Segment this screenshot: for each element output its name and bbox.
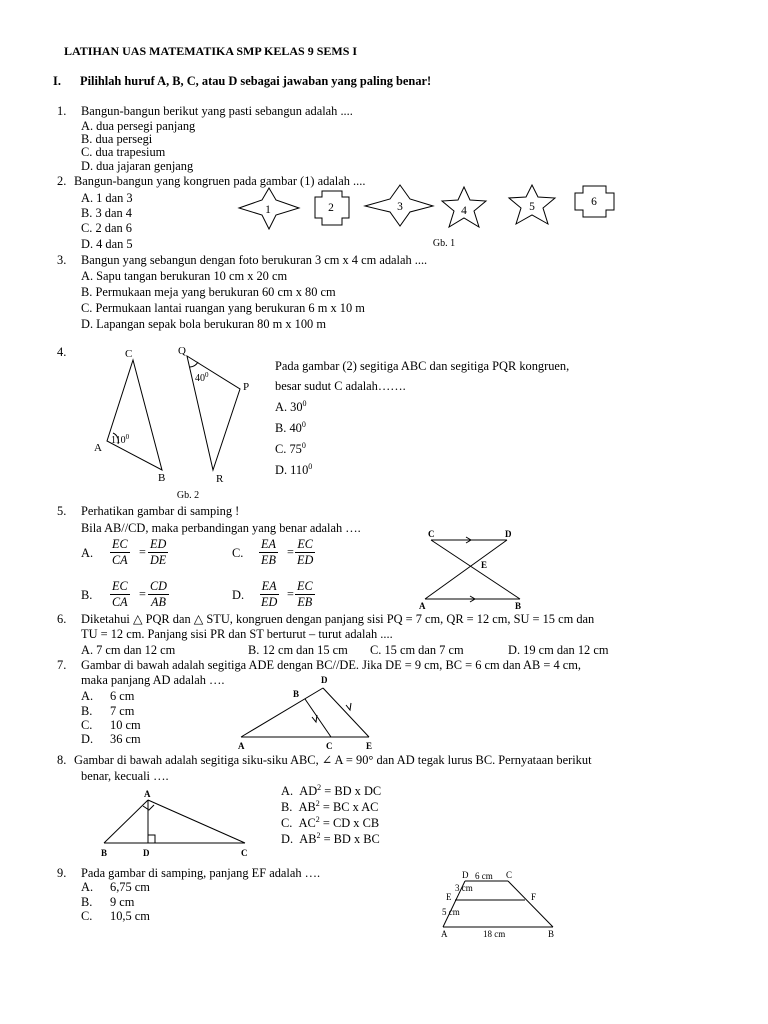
figure-2-caption: Gb. 2 <box>176 490 200 501</box>
label-c: C <box>125 348 133 360</box>
figure-1-caption: Gb. 1 <box>432 238 456 249</box>
label-b: B <box>293 689 300 699</box>
q8-option-a: A. $AD^2$ = BD x DC <box>281 782 382 798</box>
label-b: B <box>515 601 522 611</box>
label-b: B <box>548 929 555 939</box>
label-c: C <box>506 870 513 880</box>
q1-option-c: C. dua trapesium <box>81 145 166 159</box>
q8-option-d: D. $AB^2$ = BD x BC <box>281 830 380 846</box>
q4-option-b: B. $40^0$ <box>275 419 306 435</box>
label-e: E <box>366 741 373 751</box>
q1-option-b: B. dua persegi <box>81 132 153 146</box>
q7-option-d-letter: D. <box>81 732 94 746</box>
q5-option-d-letter: D. <box>232 588 245 602</box>
label-c: C <box>428 529 435 539</box>
q4-question-line2: besar sudut C adalah……. <box>275 379 406 393</box>
q3-option-c: C. Permukaan lantai ruangan yang berukuran 6 m x 10 m <box>81 301 365 315</box>
equals-sign: = <box>287 545 294 559</box>
q5-option-b-frac1: $\frac{EC}{CA}$ <box>112 579 128 610</box>
q7-option-b-letter: B. <box>81 704 93 718</box>
q5-option-a-letter: A. <box>81 546 94 560</box>
q4-option-a: A. $30^0$ <box>275 398 307 414</box>
q3-number: 3. <box>57 253 67 267</box>
label-b: B <box>101 848 108 858</box>
section-instruction: Pilihlah huruf A, B, C, atau D sebagai jawaban yang paling benar! <box>80 74 432 88</box>
q2-number: 2. <box>57 174 67 188</box>
label-d: D <box>321 675 328 685</box>
shape-6-label: 6 <box>591 196 597 208</box>
q7-question-line1: Gambar di bawah adalah segitiga ADE dengan BC//DE. Jika DE = 9 cm, BC = 6 cm dan AB = 4 cm, <box>81 658 581 672</box>
q8-question-line2: benar, kecuali …. <box>81 769 169 783</box>
q4-option-d: D. $110^0$ <box>275 461 313 477</box>
label-c: C <box>241 848 248 858</box>
q5-number: 5. <box>57 504 67 518</box>
q9-question: Pada gambar di samping, panjang EF adalah …. <box>81 866 321 880</box>
q1-option-d: D. dua jajaran genjang <box>81 159 194 173</box>
lower-segment-length: 5 cm <box>442 907 460 917</box>
q8-option-b: B. $AB^2$ = BC x AC <box>281 798 379 814</box>
label-f: F <box>531 892 537 902</box>
equals-sign: = <box>287 587 294 601</box>
label-d: D <box>462 870 469 880</box>
equals-sign: = <box>139 545 146 559</box>
label-c: C <box>326 741 333 751</box>
shape-5-label: 5 <box>529 201 535 213</box>
upper-segment-length: 3 cm <box>455 883 473 893</box>
q8-number: 8. <box>57 753 67 767</box>
q9-option-a-letter: A. <box>81 880 94 894</box>
shape-1-label: 1 <box>265 204 271 216</box>
page-title: LATIHAN UAS MATEMATIKA SMP KELAS 9 SEMS I <box>64 44 358 58</box>
angle-a-value: $110^0$ <box>111 433 130 446</box>
q8-question-line1: Gambar di bawah adalah segitiga siku-siku ABC, ∠ A = 90° dan AD tegak lurus BC. Pernyataan berikut <box>74 753 592 767</box>
q7-option-d-value: 36 cm <box>110 732 141 746</box>
q9-number: 9. <box>57 866 67 880</box>
label-a: A <box>94 442 102 454</box>
q5-question-line1: Perhatikan gambar di samping ! <box>81 504 240 518</box>
label-a: A <box>144 789 151 799</box>
q6-question-line1: Diketahui △ PQR dan △ STU, kongruen dengan panjang sisi PQ = 7 cm, QR = 12 cm, SU = 15 cm dan <box>81 612 595 626</box>
q2-option-b: B. 3 dan 4 <box>81 206 132 220</box>
q8-option-c: C. $AC^2$ = CD x CB <box>281 814 380 830</box>
q7-option-c-letter: C. <box>81 718 93 732</box>
q3-option-b: B. Permukaan meja yang berukuran 60 cm x 80 cm <box>81 285 336 299</box>
q5-option-d-frac1: $\frac{EA}{ED}$ <box>261 579 278 610</box>
top-length: 6 cm <box>475 871 493 881</box>
q2-question: Bangun-bangun yang kongruen pada gambar (1) adalah .... <box>74 174 366 188</box>
angle-q-value: $40^0$ <box>195 371 209 384</box>
q5-option-d-frac2: $\frac{EC}{EB}$ <box>297 579 313 610</box>
q6-number: 6. <box>57 612 67 626</box>
q4-question-line1: Pada gambar (2) segitiga ABC dan segitiga PQR kongruen, <box>275 359 570 373</box>
q7-option-a-value: 6 cm <box>110 689 135 703</box>
q9-option-b-value: 9 cm <box>110 895 135 909</box>
q5-option-b-letter: B. <box>81 588 93 602</box>
q6-option-a: A. 7 cm dan 12 cm <box>81 643 176 657</box>
label-e: E <box>481 560 488 570</box>
q6-option-c: C. 15 cm dan 7 cm <box>370 643 464 657</box>
q5-option-a-frac1: $\frac{EC}{CA}$ <box>112 537 128 568</box>
label-d: D <box>505 529 512 539</box>
q5-option-c-frac2: $\frac{EC}{ED}$ <box>297 537 314 568</box>
shape-4-label: 4 <box>461 205 467 217</box>
q7-number: 7. <box>57 658 67 672</box>
label-a: A <box>238 741 245 751</box>
section-number: I. <box>53 74 61 88</box>
q1-number: 1. <box>57 104 67 118</box>
label-e: E <box>446 892 452 902</box>
shape-3-label: 3 <box>397 201 403 213</box>
q7-option-b-value: 7 cm <box>110 704 135 718</box>
label-a: A <box>419 601 426 611</box>
q7-option-c-value: 10 cm <box>110 718 141 732</box>
q1-option-a: A. dua persegi panjang <box>81 119 196 133</box>
q4-number: 4. <box>57 345 67 359</box>
q1-question: Bangun-bangun berikut yang pasti sebangun adalah .... <box>81 104 353 118</box>
bottom-length: 18 cm <box>483 929 506 939</box>
q6-option-b: B. 12 cm dan 15 cm <box>248 643 348 657</box>
q9-option-b-letter: B. <box>81 895 93 909</box>
label-d: D <box>143 848 150 858</box>
q2-option-a: A. 1 dan 3 <box>81 191 133 205</box>
label-a: A <box>441 929 448 939</box>
shape-2-label: 2 <box>328 202 334 214</box>
q3-option-d: D. Lapangan sepak bola berukuran 80 m x 100 m <box>81 317 326 331</box>
q5-option-c-letter: C. <box>232 546 244 560</box>
label-q: Q <box>178 345 186 357</box>
label-r: R <box>216 473 224 485</box>
q5-option-c-frac1: $\frac{EA}{EB}$ <box>261 537 276 568</box>
q6-question-line2: TU = 12 cm. Panjang sisi PR dan ST berturut – turut adalah .... <box>81 627 393 641</box>
q5-option-b-frac2: $\frac{CD}{AB}$ <box>150 579 167 610</box>
q7-question-line2: maka panjang AD adalah …. <box>81 673 225 687</box>
q4-option-c: C. $75^0$ <box>275 440 306 456</box>
q3-question: Bangun yang sebangun dengan foto berukuran 3 cm x 4 cm adalah .... <box>81 253 428 267</box>
q7-option-a-letter: A. <box>81 689 94 703</box>
label-b: B <box>158 472 166 484</box>
q5-question-line2: Bila AB//CD, maka perbandingan yang benar adalah …. <box>81 521 361 535</box>
q9-option-a-value: 6,75 cm <box>110 880 150 894</box>
q6-option-d: D. 19 cm dan 12 cm <box>508 643 609 657</box>
q2-option-c: C. 2 dan 6 <box>81 221 132 235</box>
q3-option-a: A. Sapu tangan berukuran 10 cm x 20 cm <box>81 269 288 283</box>
equals-sign: = <box>139 587 146 601</box>
q9-option-c-letter: C. <box>81 909 93 923</box>
q2-option-d: D. 4 dan 5 <box>81 237 133 251</box>
q5-option-a-frac2: $\frac{ED}{DE}$ <box>150 537 167 568</box>
label-p: P <box>243 381 250 393</box>
q9-option-c-value: 10,5 cm <box>110 909 150 923</box>
